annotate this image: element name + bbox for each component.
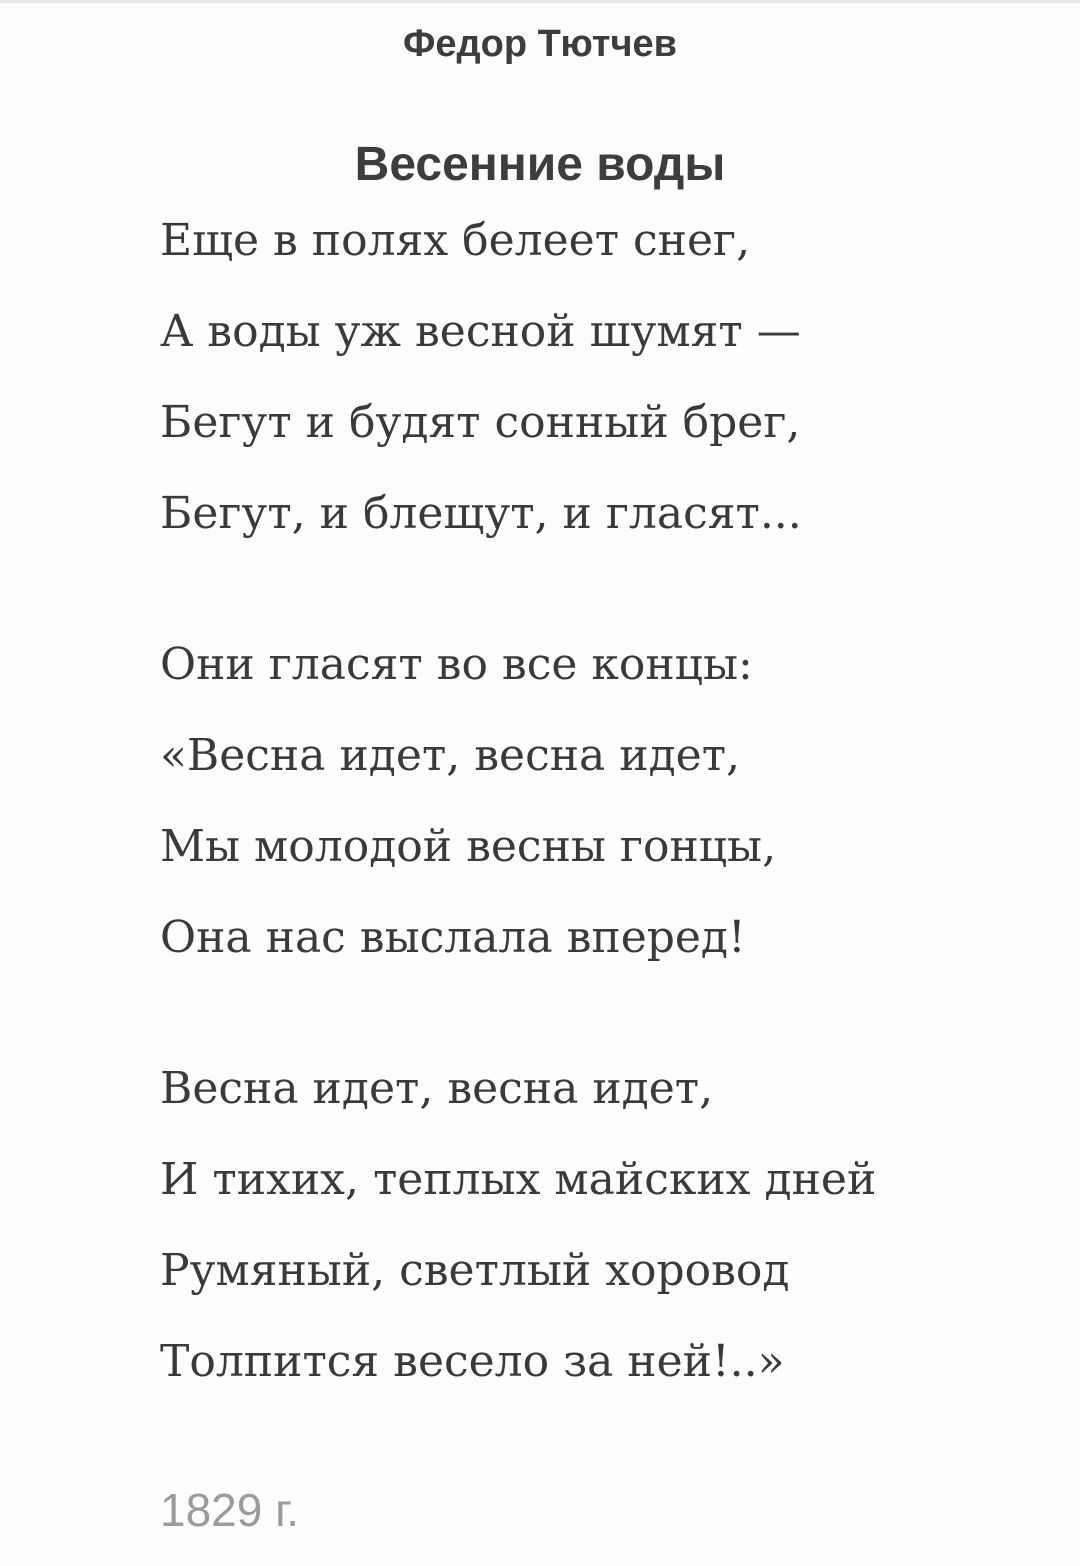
poem-line: Мы молодой весны гонцы,: [160, 821, 777, 872]
poem-line: А воды уж весной шумят —: [160, 306, 801, 357]
poem-author: Федор Тютчев: [402, 23, 678, 65]
poem-line: Весна идет, весна идет,: [160, 1063, 714, 1114]
poem-line: И тихих, теплых майских дней: [160, 1154, 877, 1205]
poem-line: «Весна идет, весна идет,: [160, 730, 741, 781]
poem-title: Весенние воды: [354, 138, 726, 191]
poem-date: 1829 г.: [160, 1484, 300, 1536]
stanza-2: [160, 619, 980, 983]
poem-line: Бегут, и блещут, и гласят...: [160, 488, 802, 539]
stanza-3: [160, 1043, 980, 1407]
poem-line: Румяный, светлый хоровод: [160, 1245, 790, 1296]
poem-line: Она нас выслала вперед!: [160, 912, 746, 963]
poem-body: [160, 195, 980, 1407]
poem-line: Бегут и будят сонный брег,: [160, 397, 801, 448]
stanza-1: [160, 195, 980, 559]
poem-line: Еще в полях белеет снег,: [160, 215, 751, 266]
top-divider: [0, 0, 1080, 3]
poem-line: Они гласят во все концы:: [160, 639, 753, 690]
poem-line: Толпится весело за ней!..»: [160, 1336, 785, 1387]
